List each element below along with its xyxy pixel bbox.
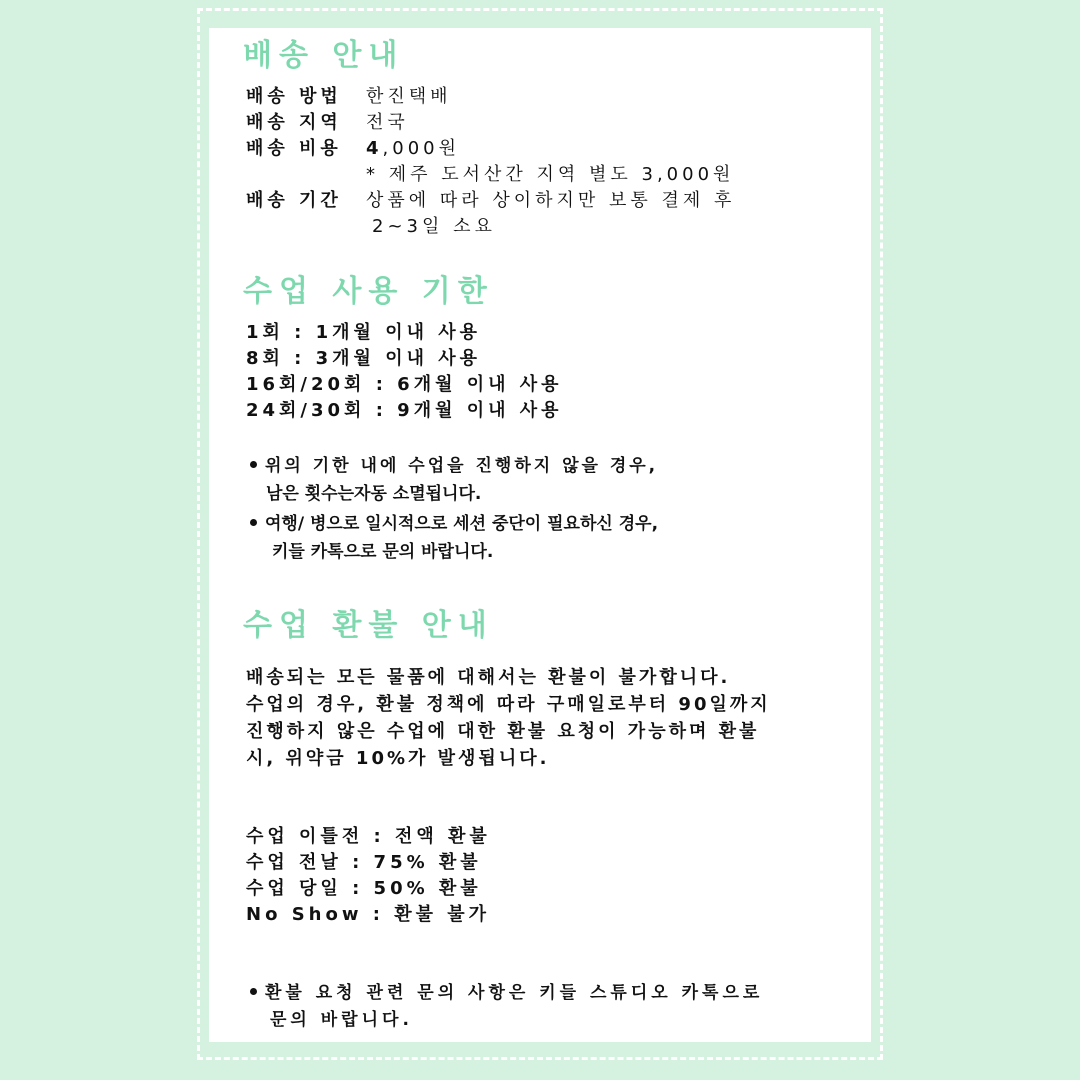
shipping-cost-row xyxy=(246,136,460,162)
bullet-dot-icon xyxy=(250,988,257,995)
usage-bullet-1-cont: 남은 횟수는자동 소멸됩니다. xyxy=(266,484,482,504)
shipping-period-label: 배송 기간 xyxy=(246,190,342,211)
shipping-period-value-2: 2~3일 소요 xyxy=(372,216,496,237)
refund-bullet-cont: 문의 바랍니다. xyxy=(270,1010,413,1030)
refund-para-1: 배송되는 모든 물품에 대해서는 환불이 불가합니다. xyxy=(246,667,731,688)
shipping-cost-value-bold: 4 xyxy=(366,138,383,159)
usage-line-2: 8회 : 3개월 이내 사용 xyxy=(246,348,482,369)
refund-bullet-text: 환불 요청 관련 문의 사항은 키들 스튜디오 카톡으로 xyxy=(265,983,764,1003)
shipping-region-label: 배송 지역 xyxy=(246,112,342,133)
bullet-dot-icon xyxy=(250,461,257,468)
shipping-cost-label: 배송 비용 xyxy=(246,138,342,159)
usage-line-1: 1회 : 1개월 이내 사용 xyxy=(246,322,482,343)
shipping-period-row xyxy=(246,188,735,214)
usage-line-3: 16회/20회 : 6개월 이내 사용 xyxy=(246,374,563,395)
refund-bullet xyxy=(250,979,763,1007)
shipping-method-row xyxy=(246,84,452,110)
usage-bullet-1-text: 위의 기한 내에 수업을 진행하지 않을 경우, xyxy=(265,456,659,476)
refund-title: 수업 환불 안내 xyxy=(243,608,494,643)
usage-bullet-2-text: 여행/ 병으로 일시적으로 세션 중단이 필요하신 경우, xyxy=(265,514,659,534)
shipping-period-value: 상품에 따라 상이하지만 보통 결제 후 xyxy=(366,190,736,211)
shipping-region-row xyxy=(246,110,409,136)
refund-rule-2: 수업 전날 : 75% 환불 xyxy=(246,852,482,873)
usage-bullet-1 xyxy=(250,452,658,480)
bullet-dot-icon xyxy=(250,519,257,526)
refund-rule-1: 수업 이틀전 : 전액 환불 xyxy=(246,826,491,847)
shipping-cost-value: ,000원 xyxy=(382,138,460,159)
shipping-region-value: 전국 xyxy=(366,112,409,133)
refund-rule-4: No Show : 환불 불가 xyxy=(246,904,491,925)
refund-rule-3: 수업 당일 : 50% 환불 xyxy=(246,878,482,899)
refund-para-4: 시, 위약금 10%가 발생됩니다. xyxy=(246,748,550,769)
usage-bullet-2-cont: 키들 카톡으로 문의 바랍니다. xyxy=(272,542,494,562)
refund-para-2: 수업의 경우, 환불 정책에 따라 구매일로부터 90일까지 xyxy=(246,694,771,715)
shipping-cost-note: * 제주 도서산간 지역 별도 3,000원 xyxy=(366,164,735,185)
shipping-method-value: 한진택배 xyxy=(366,86,452,107)
usage-title: 수업 사용 기한 xyxy=(243,274,494,309)
shipping-method-label: 배송 방법 xyxy=(246,86,342,107)
refund-para-3: 진행하지 않은 수업에 대한 환불 요청이 가능하며 환불 xyxy=(246,721,760,742)
shipping-title: 배송 안내 xyxy=(243,38,405,73)
usage-line-4: 24회/30회 : 9개월 이내 사용 xyxy=(246,400,563,421)
usage-bullet-2 xyxy=(250,510,658,538)
